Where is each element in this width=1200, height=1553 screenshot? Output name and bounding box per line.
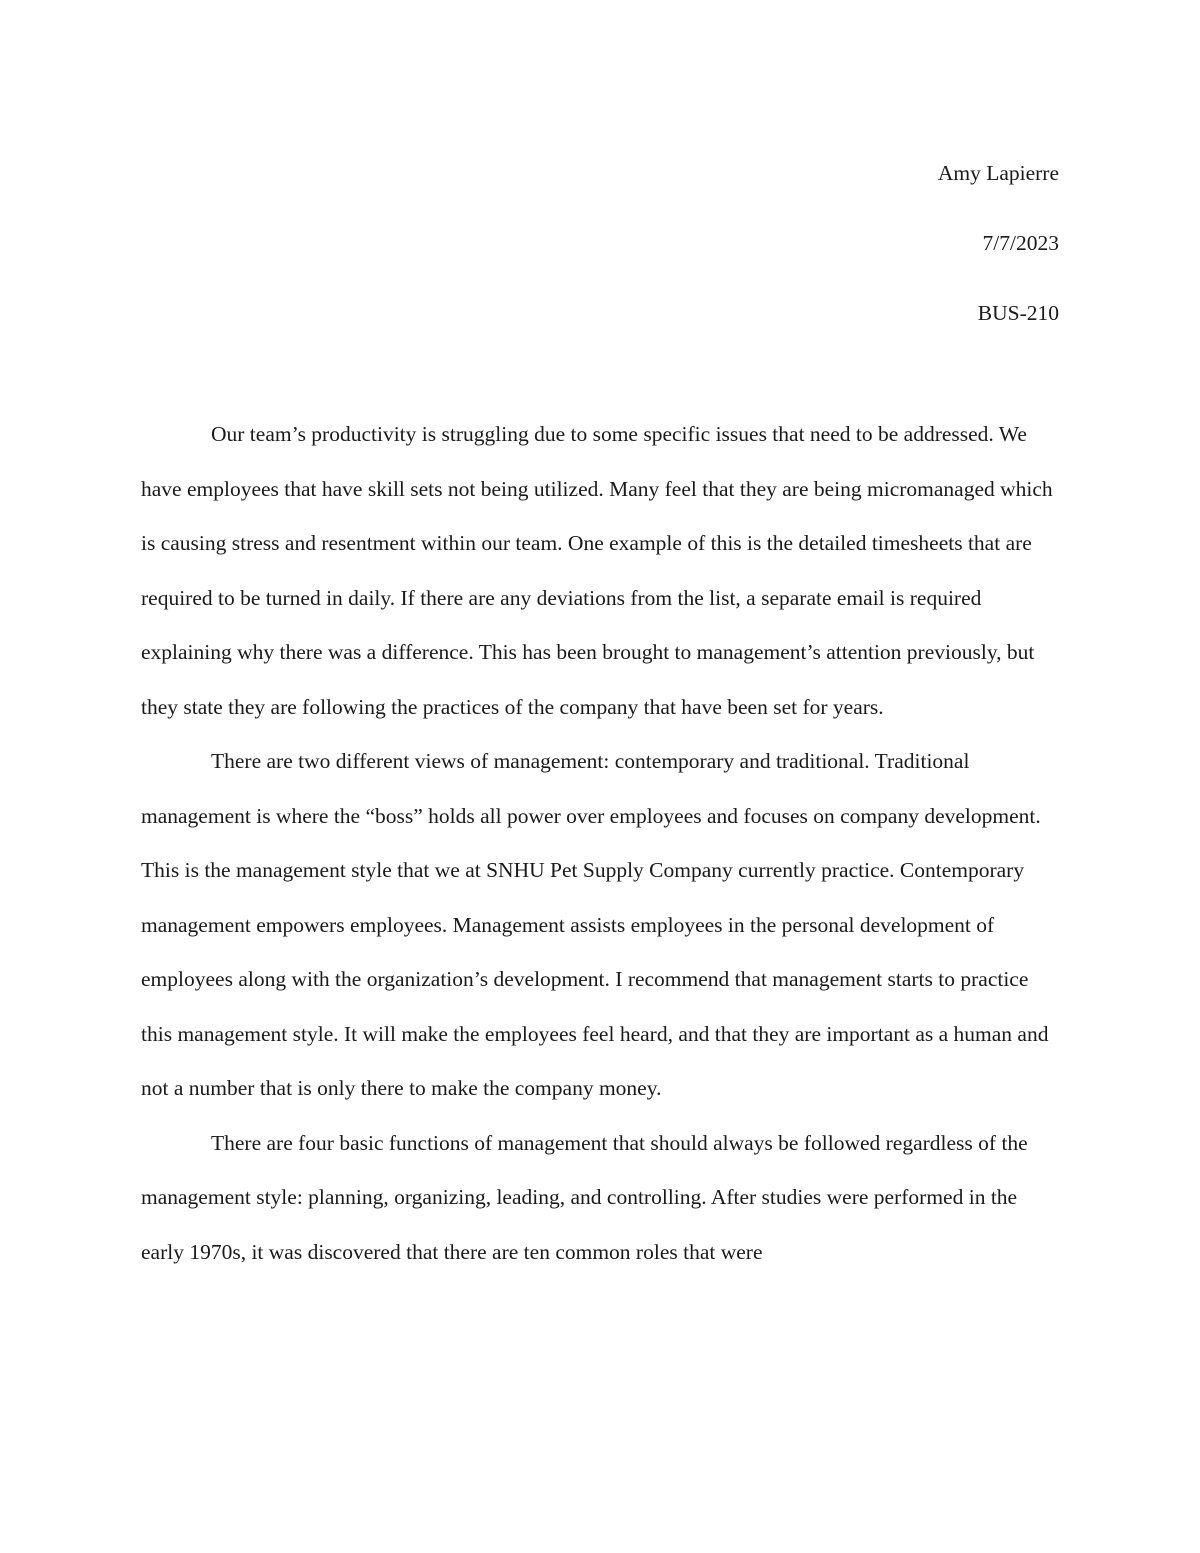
- paragraph-3: There are four basic functions of management that should always be followed regardless of the management style: planning, organizing, leading, and controlling. After studies were performed in the early 1970s, it was discovered that there are ten common roles that were: [141, 1130, 1028, 1264]
- author-name: Amy Lapierre: [937, 161, 1059, 185]
- course-code: BUS-210: [977, 301, 1059, 325]
- document-date: 7/7/2023: [982, 231, 1059, 255]
- paragraph-1: Our team’s productivity is struggling due to some specific issues that need to be addressed. We have employees that have skill sets not being utilized. Many feel that they are being micromanaged which is causing stress and resentment within our team. One example of this is the detailed timesheets that are required to be turned in daily. If there are any deviations from the list, a separate email is required explaining why there was a difference. This has been brought to management’s attention previously, but they state they are following the practices of the company that have been set for years.: [141, 422, 1053, 719]
- document-body: [141, 407, 1059, 1279]
- document-header: [938, 138, 1059, 348]
- paragraph-2: There are two different views of management: contemporary and traditional. Traditional management is where the “boss” holds all power over employees and focuses on company development. This is the management style that we at SNHU Pet Supply Company currently practice. Contemporary management empowers employees. Management assists employees in the personal development of employees along with the organization’s development. I recommend that management starts to practice this management style. It will make the employees feel heard, and that they are important as a human and not a number that is only there to make the company money.: [141, 749, 1049, 1100]
